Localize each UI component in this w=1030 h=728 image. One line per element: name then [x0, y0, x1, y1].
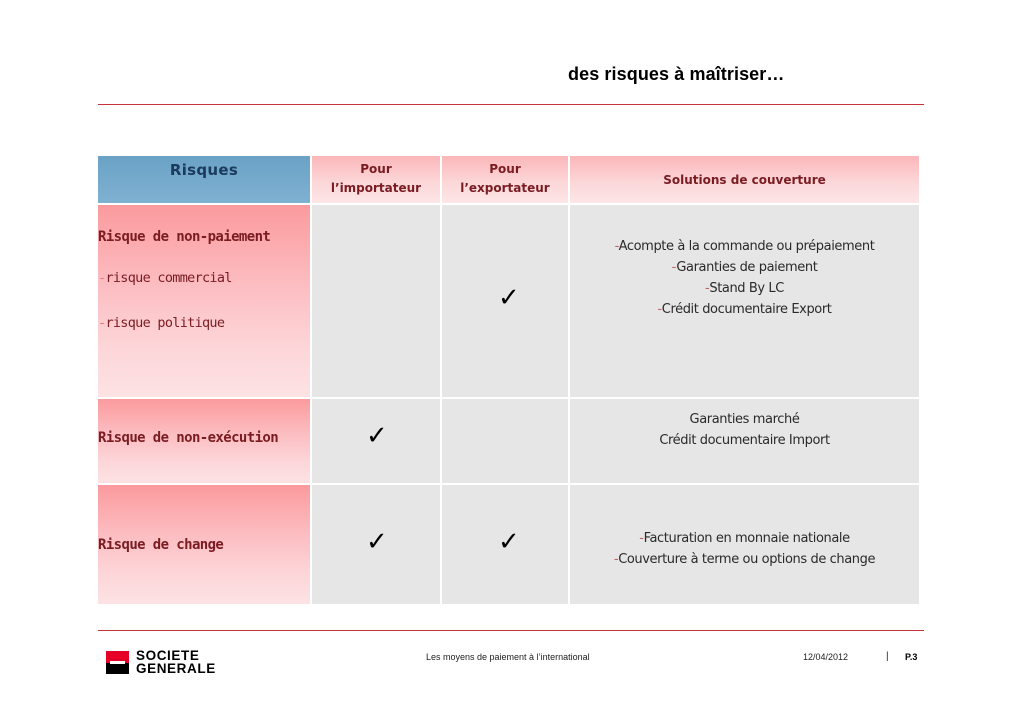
logo-line2: GENERALE — [136, 661, 216, 676]
page-number: P.3 — [905, 652, 918, 662]
solution-label: Crédit documentaire Import — [659, 433, 830, 448]
header-importer-cell — [312, 156, 440, 203]
row1-importer-cell — [312, 205, 440, 397]
row3-risk-cell — [98, 485, 310, 604]
header-importer — [312, 162, 440, 196]
header-importer-line2: l’importateur — [330, 181, 422, 195]
header-solutions-cell — [570, 156, 919, 203]
row1-solutions — [570, 236, 919, 320]
row1-subrisk-commercial — [98, 270, 232, 286]
row2-exporter-cell — [442, 399, 568, 483]
risk-table — [98, 156, 919, 606]
dash: - — [657, 302, 662, 317]
solution-item — [570, 528, 919, 549]
row1-risk-title: Risque de non-paiement — [98, 229, 271, 245]
dash: - — [671, 260, 677, 275]
footer-separator: | — [886, 651, 889, 662]
row2-solutions-cell — [570, 399, 919, 483]
logo-line1: SOCIETE — [136, 648, 200, 663]
dash: - — [639, 531, 644, 546]
solution-item — [570, 549, 919, 570]
row1-solutions-cell — [570, 205, 919, 397]
footer-center-text: Les moyens de paiement à l’international — [426, 652, 590, 662]
header-exporter-cell — [442, 156, 568, 203]
top-divider — [98, 104, 924, 105]
dash: - — [613, 552, 619, 567]
solution-label: Crédit documentaire Export — [661, 302, 832, 317]
solution-label: Facturation en monnaie nationale — [643, 531, 850, 546]
header-exporter — [442, 162, 568, 196]
solution-label: Couverture à terme ou options de change — [618, 552, 876, 567]
solution-label: Stand By LC — [709, 281, 784, 296]
row1-exporter-cell — [442, 205, 568, 397]
header-solutions: Solutions de couverture — [663, 173, 826, 187]
row2-risk-cell — [98, 399, 310, 483]
bottom-divider — [98, 630, 924, 631]
solution-item — [570, 278, 919, 299]
row2-importer-cell — [312, 399, 440, 483]
footer-date: 12/04/2012 — [803, 652, 849, 662]
solution-item — [570, 257, 919, 278]
row1-subrisk-politique — [98, 315, 224, 331]
header-risks-cell — [98, 156, 310, 203]
dash: - — [98, 270, 106, 286]
subrisk-label: risque politique — [105, 315, 225, 331]
row3-solutions — [570, 528, 919, 570]
row3-importer-cell — [312, 485, 440, 604]
header-importer-line1: Pour — [360, 162, 392, 176]
row2-risk-title: Risque de non-exécution — [98, 430, 279, 446]
solution-label: Garanties de paiement — [676, 260, 818, 275]
row1-risk-cell — [98, 205, 310, 397]
header-exporter-line2: l’exportateur — [460, 181, 550, 195]
solution-label: Garanties marché — [689, 412, 800, 427]
row3-solutions-cell — [570, 485, 919, 604]
solution-item — [570, 299, 919, 320]
dash: - — [98, 315, 106, 331]
row3-risk-title: Risque de change — [98, 537, 224, 553]
checkmark-icon: ✓ — [366, 527, 388, 557]
dash: - — [614, 239, 619, 254]
row2-solutions — [570, 409, 919, 451]
logo-text — [136, 649, 216, 675]
subrisk-label: risque commercial — [105, 270, 232, 286]
checkmark-icon: ✓ — [498, 283, 520, 313]
logo-mark-icon — [106, 651, 129, 674]
header-risks: Risques — [169, 161, 239, 179]
header-exporter-line1: Pour — [489, 162, 521, 176]
row3-exporter-cell — [442, 485, 568, 604]
slide-title: des risques à maîtriser… — [568, 64, 785, 84]
dash: - — [705, 281, 710, 296]
solution-item — [570, 236, 919, 257]
solution-label: Acompte à la commande ou prépaiement — [618, 239, 875, 254]
checkmark-icon: ✓ — [366, 421, 388, 451]
checkmark-icon: ✓ — [498, 527, 520, 557]
